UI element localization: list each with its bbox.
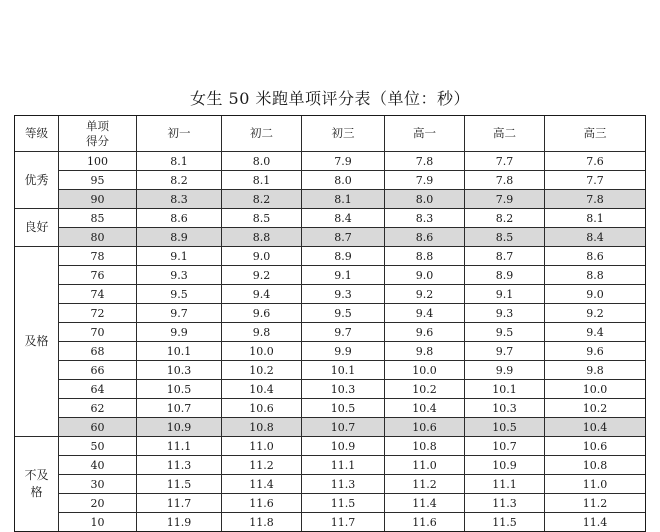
header-grade-col: 初一: [137, 116, 222, 152]
time-cell: 9.3: [137, 266, 222, 285]
time-cell: 9.2: [385, 285, 465, 304]
header-score-line1: 单项: [86, 118, 109, 133]
table-row: [15, 247, 646, 266]
score-cell: 10: [59, 513, 137, 532]
time-cell: 9.0: [385, 266, 465, 285]
time-cell: 11.7: [302, 513, 385, 532]
grade-label-line: 优秀: [24, 172, 49, 187]
time-cell: 10.0: [222, 342, 302, 361]
score-cell: 30: [59, 475, 137, 494]
grade-label-line: 及格: [24, 334, 49, 348]
time-cell: 11.6: [385, 513, 465, 532]
time-cell: 10.8: [385, 437, 465, 456]
table-row: [15, 361, 646, 380]
grade-label: [15, 437, 59, 532]
time-cell: 8.9: [137, 228, 222, 247]
time-cell: 8.2: [465, 209, 545, 228]
time-cell: 8.6: [137, 209, 222, 228]
header-grade-col: 高三: [545, 116, 646, 152]
time-cell: 8.1: [137, 152, 222, 171]
time-cell: 10.3: [302, 380, 385, 399]
time-cell: 8.0: [385, 190, 465, 209]
time-cell: 8.0: [302, 171, 385, 190]
time-cell: 8.2: [222, 190, 302, 209]
time-cell: 10.9: [302, 437, 385, 456]
time-cell: 7.7: [545, 171, 646, 190]
score-cell: 76: [59, 266, 137, 285]
time-cell: 10.0: [545, 380, 646, 399]
time-cell: 8.3: [137, 190, 222, 209]
header-grade: 等级: [15, 116, 59, 152]
score-cell: 95: [59, 171, 137, 190]
time-cell: 10.9: [137, 418, 222, 437]
time-cell: 9.9: [137, 323, 222, 342]
score-cell: 70: [59, 323, 137, 342]
header-row: [15, 116, 646, 152]
time-cell: 9.3: [465, 304, 545, 323]
time-cell: 11.8: [222, 513, 302, 532]
time-cell: 11.4: [545, 513, 646, 532]
score-cell: 62: [59, 399, 137, 418]
grade-label-line: 格: [30, 485, 43, 499]
time-cell: 9.0: [222, 247, 302, 266]
time-cell: 10.6: [222, 399, 302, 418]
time-cell: 7.9: [465, 190, 545, 209]
time-cell: 9.9: [302, 342, 385, 361]
time-cell: 9.4: [222, 285, 302, 304]
time-cell: 8.7: [465, 247, 545, 266]
time-cell: 10.4: [545, 418, 646, 437]
time-cell: 9.1: [137, 247, 222, 266]
score-cell: 80: [59, 228, 137, 247]
time-cell: 10.4: [222, 380, 302, 399]
table-row: [15, 418, 646, 437]
time-cell: 8.9: [302, 247, 385, 266]
time-cell: 10.7: [465, 437, 545, 456]
time-cell: 10.0: [385, 361, 465, 380]
time-cell: 9.8: [385, 342, 465, 361]
time-cell: 11.4: [385, 494, 465, 513]
score-cell: 90: [59, 190, 137, 209]
time-cell: 11.1: [137, 437, 222, 456]
time-cell: 8.0: [222, 152, 302, 171]
table-row: [15, 171, 646, 190]
time-cell: 11.5: [137, 475, 222, 494]
time-cell: 9.2: [222, 266, 302, 285]
time-cell: 9.5: [465, 323, 545, 342]
table-body: [15, 152, 646, 532]
score-cell: 60: [59, 418, 137, 437]
table-row: [15, 494, 646, 513]
time-cell: 10.7: [302, 418, 385, 437]
time-cell: 8.8: [545, 266, 646, 285]
time-cell: 11.2: [545, 494, 646, 513]
table-row: [15, 456, 646, 475]
score-cell: 68: [59, 342, 137, 361]
score-cell: 100: [59, 152, 137, 171]
time-cell: 8.4: [545, 228, 646, 247]
time-cell: 11.0: [222, 437, 302, 456]
header-grade-col: 高一: [385, 116, 465, 152]
page-title: 女生 50 米跑单项评分表（单位：秒）: [189, 89, 471, 108]
grade-label-line: 良好: [24, 220, 49, 234]
score-cell: 20: [59, 494, 137, 513]
grade-label: [15, 152, 59, 209]
score-cell: 50: [59, 437, 137, 456]
time-cell: 9.8: [222, 323, 302, 342]
time-cell: 8.6: [545, 247, 646, 266]
time-cell: 9.2: [545, 304, 646, 323]
table-row: [15, 304, 646, 323]
time-cell: 11.1: [302, 456, 385, 475]
time-cell: 11.9: [137, 513, 222, 532]
grade-label-line: 不及: [24, 468, 49, 482]
time-cell: 8.5: [465, 228, 545, 247]
score-cell: 72: [59, 304, 137, 323]
time-cell: 11.4: [222, 475, 302, 494]
time-cell: 9.1: [465, 285, 545, 304]
time-cell: 9.7: [302, 323, 385, 342]
table-header: [15, 116, 646, 152]
score-cell: 85: [59, 209, 137, 228]
time-cell: 8.1: [222, 171, 302, 190]
time-cell: 11.3: [465, 494, 545, 513]
grade-label: [15, 209, 59, 247]
table-row: [15, 228, 646, 247]
time-cell: 9.4: [545, 323, 646, 342]
table-row: [15, 209, 646, 228]
time-cell: 7.8: [465, 171, 545, 190]
table-row: [15, 437, 646, 456]
table-row: [15, 513, 646, 532]
time-cell: 9.5: [302, 304, 385, 323]
time-cell: 10.4: [385, 399, 465, 418]
time-cell: 8.3: [385, 209, 465, 228]
time-cell: 11.7: [137, 494, 222, 513]
time-cell: 10.7: [137, 399, 222, 418]
table-row: [15, 152, 646, 171]
header-grade-col: 高二: [465, 116, 545, 152]
time-cell: 8.1: [545, 209, 646, 228]
time-cell: 9.9: [465, 361, 545, 380]
time-cell: 9.5: [137, 285, 222, 304]
time-cell: 10.5: [137, 380, 222, 399]
time-cell: 8.2: [137, 171, 222, 190]
time-cell: 11.5: [465, 513, 545, 532]
time-cell: 8.8: [385, 247, 465, 266]
time-cell: 10.3: [465, 399, 545, 418]
time-cell: 8.1: [302, 190, 385, 209]
time-cell: 11.0: [545, 475, 646, 494]
grade-label: [15, 247, 59, 437]
time-cell: 11.5: [302, 494, 385, 513]
header-grade-col: 初三: [302, 116, 385, 152]
score-cell: 64: [59, 380, 137, 399]
time-cell: 9.8: [545, 361, 646, 380]
time-cell: 10.3: [137, 361, 222, 380]
time-cell: 8.7: [302, 228, 385, 247]
score-cell: 74: [59, 285, 137, 304]
time-cell: 9.6: [385, 323, 465, 342]
time-cell: 7.8: [545, 190, 646, 209]
time-cell: 10.2: [222, 361, 302, 380]
header-score: [59, 116, 137, 152]
time-cell: 10.9: [465, 456, 545, 475]
time-cell: 11.6: [222, 494, 302, 513]
time-cell: 10.2: [385, 380, 465, 399]
header-score-line2: 得分: [86, 133, 109, 148]
time-cell: 11.2: [385, 475, 465, 494]
table-row: [15, 323, 646, 342]
time-cell: 8.9: [465, 266, 545, 285]
score-cell: 40: [59, 456, 137, 475]
score-cell: 78: [59, 247, 137, 266]
table-row: [15, 285, 646, 304]
table-row: [15, 475, 646, 494]
time-cell: 10.5: [302, 399, 385, 418]
header-grade-col: 初二: [222, 116, 302, 152]
time-cell: 8.4: [302, 209, 385, 228]
time-cell: 10.1: [302, 361, 385, 380]
score-table: [14, 115, 646, 532]
time-cell: 8.5: [222, 209, 302, 228]
time-cell: 7.9: [385, 171, 465, 190]
time-cell: 9.1: [302, 266, 385, 285]
time-cell: 11.2: [222, 456, 302, 475]
time-cell: 11.0: [385, 456, 465, 475]
time-cell: 11.1: [465, 475, 545, 494]
time-cell: 8.6: [385, 228, 465, 247]
time-cell: 7.8: [385, 152, 465, 171]
time-cell: 11.3: [137, 456, 222, 475]
time-cell: 8.8: [222, 228, 302, 247]
time-cell: 10.6: [385, 418, 465, 437]
time-cell: 10.1: [465, 380, 545, 399]
time-cell: 10.8: [545, 456, 646, 475]
time-cell: 7.6: [545, 152, 646, 171]
time-cell: 9.4: [385, 304, 465, 323]
table-row: [15, 342, 646, 361]
time-cell: 10.1: [137, 342, 222, 361]
time-cell: 7.7: [465, 152, 545, 171]
table-row: [15, 399, 646, 418]
time-cell: 11.3: [302, 475, 385, 494]
table-row: [15, 266, 646, 285]
time-cell: 9.7: [465, 342, 545, 361]
table-row: [15, 190, 646, 209]
time-cell: 9.6: [222, 304, 302, 323]
time-cell: 10.8: [222, 418, 302, 437]
time-cell: 9.3: [302, 285, 385, 304]
time-cell: 9.6: [545, 342, 646, 361]
time-cell: 9.0: [545, 285, 646, 304]
score-cell: 66: [59, 361, 137, 380]
table-row: [15, 380, 646, 399]
time-cell: 10.2: [545, 399, 646, 418]
time-cell: 9.7: [137, 304, 222, 323]
time-cell: 7.9: [302, 152, 385, 171]
time-cell: 10.6: [545, 437, 646, 456]
time-cell: 10.5: [465, 418, 545, 437]
